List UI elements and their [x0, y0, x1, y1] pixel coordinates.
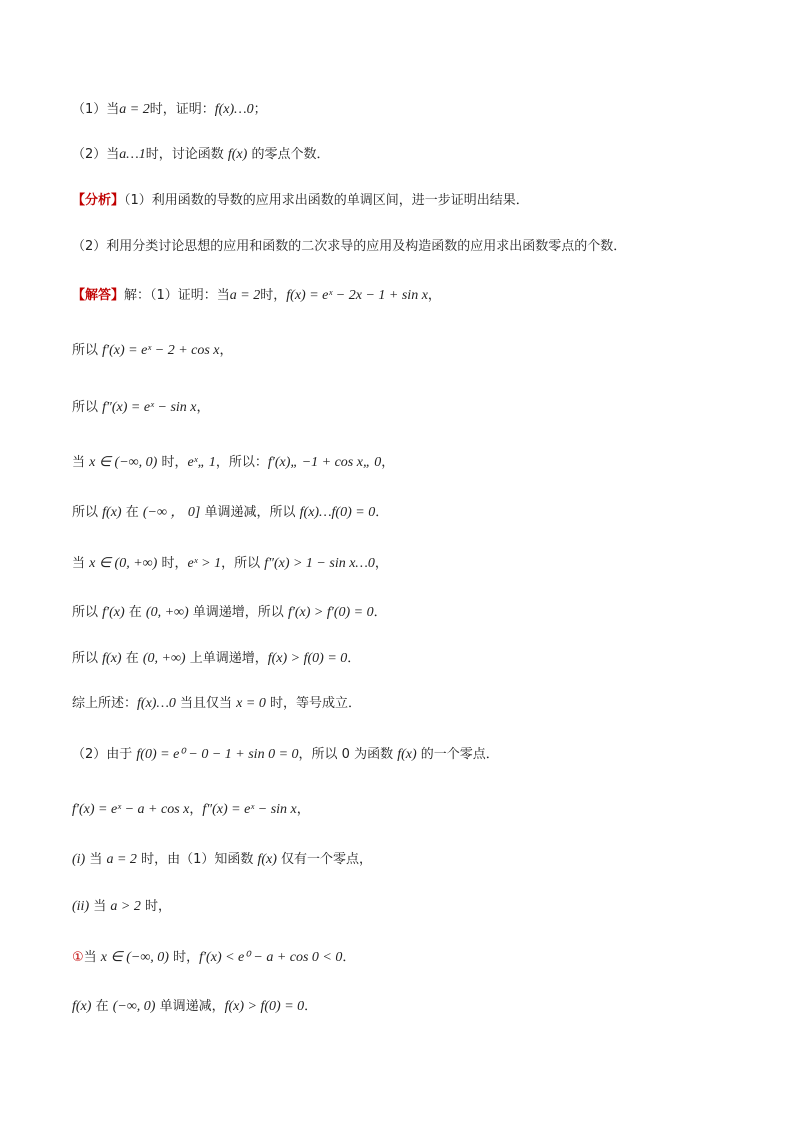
math-expression: f″(x) = eˣ − sin x — [102, 400, 197, 415]
section-label: 【分析】 — [72, 193, 125, 208]
text-segment: 上单调递增， — [185, 651, 268, 666]
math-expression: a = 2 — [229, 288, 261, 303]
text-segment: 在 — [121, 651, 143, 666]
text-segment: ， — [196, 400, 210, 415]
text-segment: 时， — [157, 556, 188, 571]
text-segment: 所以 — [72, 651, 103, 666]
math-expression: eˣ„ 1 — [187, 455, 216, 470]
text-segment: （2）由于 — [72, 747, 137, 762]
math-expression: f(x) — [227, 147, 248, 162]
text-segment: 在 — [91, 999, 113, 1014]
question-part-2 — [72, 145, 329, 165]
math-expression: f(x) — [257, 852, 277, 867]
text-segment: 时， — [157, 455, 188, 470]
solution-line-15 — [72, 997, 317, 1017]
math-expression: f′(x)„ −1 + cos x„ 0 — [267, 455, 382, 470]
text-segment: 所以 — [72, 505, 103, 520]
math-expression: (0, +∞) — [142, 651, 186, 666]
solution-line-7 — [72, 603, 387, 623]
math-expression: f(x) > f(0) = 0 — [267, 651, 348, 666]
math-expression: f(x)…0 — [214, 102, 254, 117]
math-expression: (−∞, 0) — [112, 999, 156, 1014]
text-segment: 所以 — [72, 400, 103, 415]
section-label: 【解答】 — [72, 288, 125, 303]
solution-line-4 — [72, 453, 394, 473]
text-segment: 的一个零点． — [416, 747, 499, 762]
math-expression: f(x) — [397, 747, 417, 762]
solution-line-3 — [72, 398, 210, 418]
text-segment: （2）利用分类讨论思想的应用和函数的二次求导的应用及构造函数的应用求出函数零点的个数． — [72, 239, 627, 254]
math-expression: f′(x) = eˣ − 2 + cos x — [102, 343, 220, 358]
text-segment: 所以 — [72, 605, 103, 620]
text-segment: ． — [373, 605, 387, 620]
math-expression: (0, +∞) — [145, 605, 189, 620]
math-expression: (i) — [72, 852, 86, 867]
solution-line-12 — [72, 850, 372, 870]
solution-line-10 — [72, 745, 499, 765]
text-segment: 当 — [83, 950, 101, 965]
text-segment: 在 — [121, 505, 143, 520]
math-expression: f(x) > f(0) = 0 — [224, 999, 305, 1014]
math-expression: x ∈ (0, +∞) — [89, 556, 158, 571]
math-expression: (ii) — [72, 899, 90, 914]
text-segment: ， — [296, 802, 310, 817]
math-expression: x ∈ (−∞, 0) — [100, 950, 169, 965]
text-segment: 单调递减，所以 — [200, 505, 300, 520]
text-segment: 单调递增，所以 — [188, 605, 288, 620]
analysis-part-1 — [72, 191, 529, 211]
text-segment: 时，等号成立． — [265, 696, 361, 711]
text-segment: 综上所述： — [72, 696, 138, 711]
text-segment: ． — [375, 505, 389, 520]
math-expression: f(x) = eˣ − 2x − 1 + sin x — [286, 288, 428, 303]
math-expression: f′(x) — [102, 605, 125, 620]
math-expression: a…1 — [119, 147, 146, 162]
text-segment: （2）当 — [72, 147, 120, 162]
text-segment: 时， — [260, 288, 287, 303]
text-segment: ，所以 0 为函数 — [298, 747, 398, 762]
solution-line-14 — [72, 948, 355, 968]
math-expression: x ∈ (−∞, 0) — [89, 455, 158, 470]
text-segment: （1）利用函数的导数的应用求出函数的单调区间，进一步证明出结果． — [124, 193, 529, 208]
solution-line-2 — [72, 341, 233, 361]
text-segment: ， — [189, 802, 203, 817]
text-segment: ， — [374, 556, 388, 571]
math-expression: f(x) — [72, 999, 92, 1014]
text-segment: 在 — [124, 605, 146, 620]
math-expression: f′(x) > f′(0) = 0 — [287, 605, 374, 620]
text-segment: 所以 — [72, 343, 103, 358]
text-segment: 当 — [72, 556, 90, 571]
text-segment: ； — [253, 102, 267, 117]
question-part-1 — [72, 100, 267, 120]
math-expression: a = 2 — [106, 852, 137, 867]
text-segment: ． — [342, 950, 356, 965]
math-expression: f(x)…f(0) = 0 — [299, 505, 376, 520]
text-segment: 当 — [85, 852, 107, 867]
text-segment: ， — [427, 288, 441, 303]
text-segment: ① — [72, 950, 84, 965]
text-segment: 时，证明： — [149, 102, 215, 117]
text-segment: ． — [304, 999, 318, 1014]
solution-line-9 — [72, 694, 361, 714]
text-segment: ， — [381, 455, 395, 470]
text-segment: ，所以 — [221, 556, 265, 571]
solution-line-11 — [72, 800, 310, 820]
math-expression: f″(x) > 1 − sin x…0 — [264, 556, 375, 571]
text-segment: 的零点个数． — [247, 147, 330, 162]
math-expression: a = 2 — [119, 102, 150, 117]
math-expression: f(0) = e⁰ − 0 − 1 + sin 0 = 0 — [136, 747, 299, 762]
text-segment: 时， — [168, 950, 200, 965]
text-segment: 当且仅当 — [175, 696, 237, 711]
solution-line-13 — [72, 897, 171, 917]
math-expression: (−∞ ， 0] — [142, 505, 201, 520]
text-segment: 时，讨论函数 — [145, 147, 228, 162]
text-segment: 时， — [140, 899, 171, 914]
text-segment: ， — [219, 343, 233, 358]
solution-line-6 — [72, 554, 388, 574]
text-segment: 仅有一个零点， — [276, 852, 373, 867]
text-segment: 单调递减， — [155, 999, 225, 1014]
text-segment: 当 — [72, 455, 90, 470]
text-segment: 时，由（1）知函数 — [136, 852, 258, 867]
math-expression: x = 0 — [236, 696, 266, 711]
text-segment: 当 — [89, 899, 111, 914]
text-segment: ，所以： — [215, 455, 268, 470]
text-segment: ． — [347, 651, 361, 666]
math-expression: a > 2 — [110, 899, 141, 914]
math-expression: f′(x) < e⁰ − a + cos 0 < 0 — [199, 950, 343, 965]
math-expression: f″(x) = eˣ − sin x — [202, 802, 297, 817]
solution-line-8 — [72, 649, 360, 669]
analysis-part-2 — [72, 237, 626, 257]
text-segment: 解：（1）证明：当 — [124, 288, 230, 303]
math-expression: eˣ > 1 — [187, 556, 222, 571]
solution-line-5 — [72, 503, 388, 523]
math-expression: f(x) — [102, 651, 122, 666]
math-expression: f(x)…0 — [137, 696, 176, 711]
text-segment: （1）当 — [72, 102, 120, 117]
solution-line-1 — [72, 286, 441, 306]
math-expression: f′(x) = eˣ − a + cos x — [72, 802, 190, 817]
math-expression: f(x) — [102, 505, 122, 520]
